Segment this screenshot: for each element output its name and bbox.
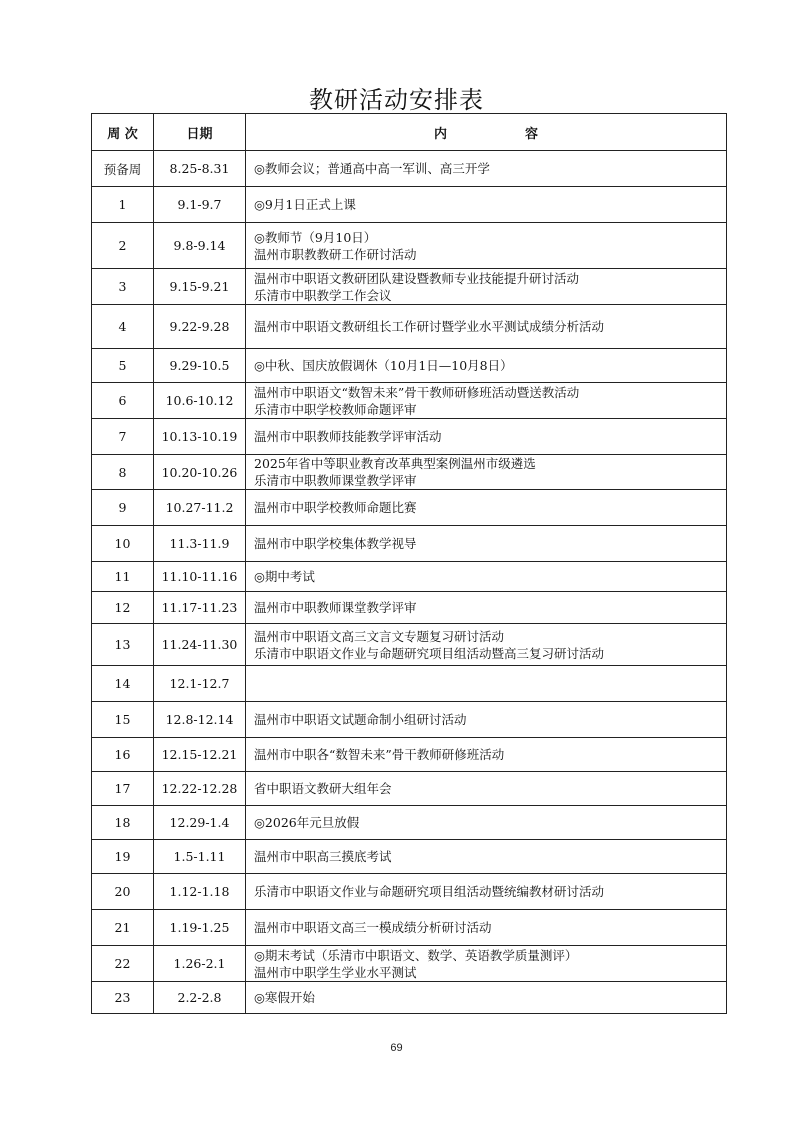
content-line: ◎教师会议；普通高中高一军训、高三开学	[254, 161, 490, 176]
table-row	[92, 982, 727, 1014]
date-cell: 10.13-10.19	[154, 419, 246, 455]
content-line: 温州市中职语文高三一模成绩分析研讨活动	[254, 920, 492, 935]
content-cell	[246, 526, 727, 562]
content-cell	[246, 982, 727, 1014]
content-line: 温州市职教教研工作研讨活动	[254, 246, 417, 262]
schedule-table	[91, 113, 727, 1014]
week-cell: 14	[92, 666, 154, 702]
date-cell: 9.22-9.28	[154, 305, 246, 349]
week-cell: 9	[92, 490, 154, 526]
content-line: 乐清市中职教学工作会议	[254, 287, 392, 303]
content-line: 温州市中职学生学业水平测试	[254, 964, 417, 980]
table-row	[92, 562, 727, 592]
content-line: ◎2026年元旦放假	[254, 815, 360, 830]
date-cell: 2.2-2.8	[154, 982, 246, 1014]
week-cell: 6	[92, 383, 154, 419]
date-cell: 8.25-8.31	[154, 151, 246, 187]
content-line: 温州市中职各“数智未来”骨干教师研修班活动	[254, 747, 505, 762]
table-row	[92, 455, 727, 490]
date-cell: 1.5-1.11	[154, 840, 246, 874]
content-cell	[246, 840, 727, 874]
content-cell	[246, 562, 727, 592]
date-cell: 9.15-9.21	[154, 269, 246, 305]
week-cell: 12	[92, 592, 154, 624]
table-row	[92, 910, 727, 946]
date-cell: 1.19-1.25	[154, 910, 246, 946]
week-cell: 13	[92, 624, 154, 666]
date-cell: 10.27-11.2	[154, 490, 246, 526]
week-cell: 5	[92, 349, 154, 383]
table-row	[92, 624, 727, 666]
week-cell: 7	[92, 419, 154, 455]
column-header-date: 日期	[154, 114, 246, 151]
content-line: 2025年省中等职业教育改革典型案例温州市级遴选	[254, 456, 536, 471]
content-cell	[246, 419, 727, 455]
week-cell: 预备周	[92, 151, 154, 187]
week-cell: 11	[92, 562, 154, 592]
table-row	[92, 151, 727, 187]
content-line: 温州市中职学校集体教学视导	[254, 536, 417, 551]
content-line: ◎教师节（9月10日）	[254, 229, 377, 245]
content-line: 温州市中职高三摸底考试	[254, 849, 392, 864]
table-row	[92, 702, 727, 738]
content-line: 温州市中职语文教研团队建设暨教师专业技能提升研讨活动	[254, 270, 580, 286]
content-line: 省中职语文教研大组年会	[254, 781, 392, 796]
date-cell: 12.15-12.21	[154, 738, 246, 772]
week-cell: 3	[92, 269, 154, 305]
content-line: ◎期末考试（乐清市中职语文、数学、英语教学质量测评）	[254, 947, 578, 963]
table-row	[92, 526, 727, 562]
week-cell: 1	[92, 187, 154, 223]
date-cell: 1.26-2.1	[154, 946, 246, 982]
table-row	[92, 592, 727, 624]
content-cell	[246, 738, 727, 772]
content-cell	[246, 806, 727, 840]
week-cell: 8	[92, 455, 154, 490]
table-row	[92, 806, 727, 840]
content-cell	[246, 772, 727, 806]
date-cell: 11.3-11.9	[154, 526, 246, 562]
date-cell: 9.1-9.7	[154, 187, 246, 223]
content-line: 温州市中职教师课堂教学评审	[254, 600, 417, 615]
content-line: ◎9月1日正式上课	[254, 197, 356, 212]
content-line: ◎期中考试	[254, 569, 315, 584]
table-row	[92, 666, 727, 702]
content-line: 温州市中职学校教师命题比赛	[254, 500, 417, 515]
table-row	[92, 840, 727, 874]
table-row	[92, 490, 727, 526]
week-cell: 15	[92, 702, 154, 738]
content-cell	[246, 592, 727, 624]
content-cell	[246, 624, 727, 666]
date-cell: 11.24-11.30	[154, 624, 246, 666]
date-cell: 10.20-10.26	[154, 455, 246, 490]
week-cell: 19	[92, 840, 154, 874]
table-row	[92, 419, 727, 455]
content-line: 温州市中职语文“数智未来”骨干教师研修班活动暨送教活动	[254, 384, 580, 400]
date-cell: 11.10-11.16	[154, 562, 246, 592]
content-cell	[246, 946, 727, 982]
content-line: ◎寒假开始	[254, 990, 315, 1005]
week-cell: 21	[92, 910, 154, 946]
content-cell	[246, 349, 727, 383]
week-cell: 10	[92, 526, 154, 562]
content-line: 乐清市中职语文作业与命题研究项目组活动暨高三复习研讨活动	[254, 645, 605, 661]
page-number: 69	[390, 1042, 403, 1054]
week-cell: 16	[92, 738, 154, 772]
date-cell: 12.1-12.7	[154, 666, 246, 702]
content-cell	[246, 151, 727, 187]
content-cell	[246, 383, 727, 419]
week-cell: 18	[92, 806, 154, 840]
date-cell: 9.8-9.14	[154, 223, 246, 269]
date-cell: 12.8-12.14	[154, 702, 246, 738]
week-cell: 4	[92, 305, 154, 349]
date-cell: 9.29-10.5	[154, 349, 246, 383]
content-cell	[246, 305, 727, 349]
content-line: 乐清市中职教师课堂教学评审	[254, 473, 417, 488]
table-header-row	[92, 114, 727, 151]
week-cell: 2	[92, 223, 154, 269]
column-header-week: 周 次	[92, 114, 154, 151]
content-cell	[246, 187, 727, 223]
week-cell: 23	[92, 982, 154, 1014]
content-cell	[246, 269, 727, 305]
content-cell	[246, 702, 727, 738]
content-cell	[246, 455, 727, 490]
table-row	[92, 187, 727, 223]
table-row	[92, 269, 727, 305]
date-cell: 12.22-12.28	[154, 772, 246, 806]
table-row	[92, 223, 727, 269]
date-cell: 11.17-11.23	[154, 592, 246, 624]
content-cell	[246, 223, 727, 269]
content-line: 温州市中职语文教研组长工作研讨暨学业水平测试成绩分析活动	[254, 319, 605, 334]
date-cell: 1.12-1.18	[154, 874, 246, 910]
content-line: 乐清市中职语文作业与命题研究项目组活动暨统编教材研讨活动	[254, 884, 605, 899]
content-line: 温州市中职教师技能教学评审活动	[254, 429, 442, 444]
content-cell	[246, 910, 727, 946]
week-cell: 17	[92, 772, 154, 806]
table-row	[92, 772, 727, 806]
date-cell: 10.6-10.12	[154, 383, 246, 419]
table-row	[92, 946, 727, 982]
content-cell	[246, 874, 727, 910]
content-line: 温州市中职语文高三文言文专题复习研讨活动	[254, 628, 505, 644]
content-line: ◎中秋、国庆放假调休（10月1日—10月8日）	[254, 358, 513, 373]
table-row	[92, 874, 727, 910]
content-cell	[246, 490, 727, 526]
column-header-content: 内 容	[246, 114, 727, 151]
page-title: 教研活动安排表	[309, 86, 484, 114]
date-cell: 12.29-1.4	[154, 806, 246, 840]
week-cell: 22	[92, 946, 154, 982]
content-cell	[246, 666, 727, 702]
table-row	[92, 383, 727, 419]
content-line: 乐清市中职学校教师命题评审	[254, 401, 417, 417]
table-row	[92, 738, 727, 772]
week-cell: 20	[92, 874, 154, 910]
table-row	[92, 305, 727, 349]
content-line: 温州市中职语文试题命制小组研讨活动	[254, 712, 467, 727]
table-row	[92, 349, 727, 383]
